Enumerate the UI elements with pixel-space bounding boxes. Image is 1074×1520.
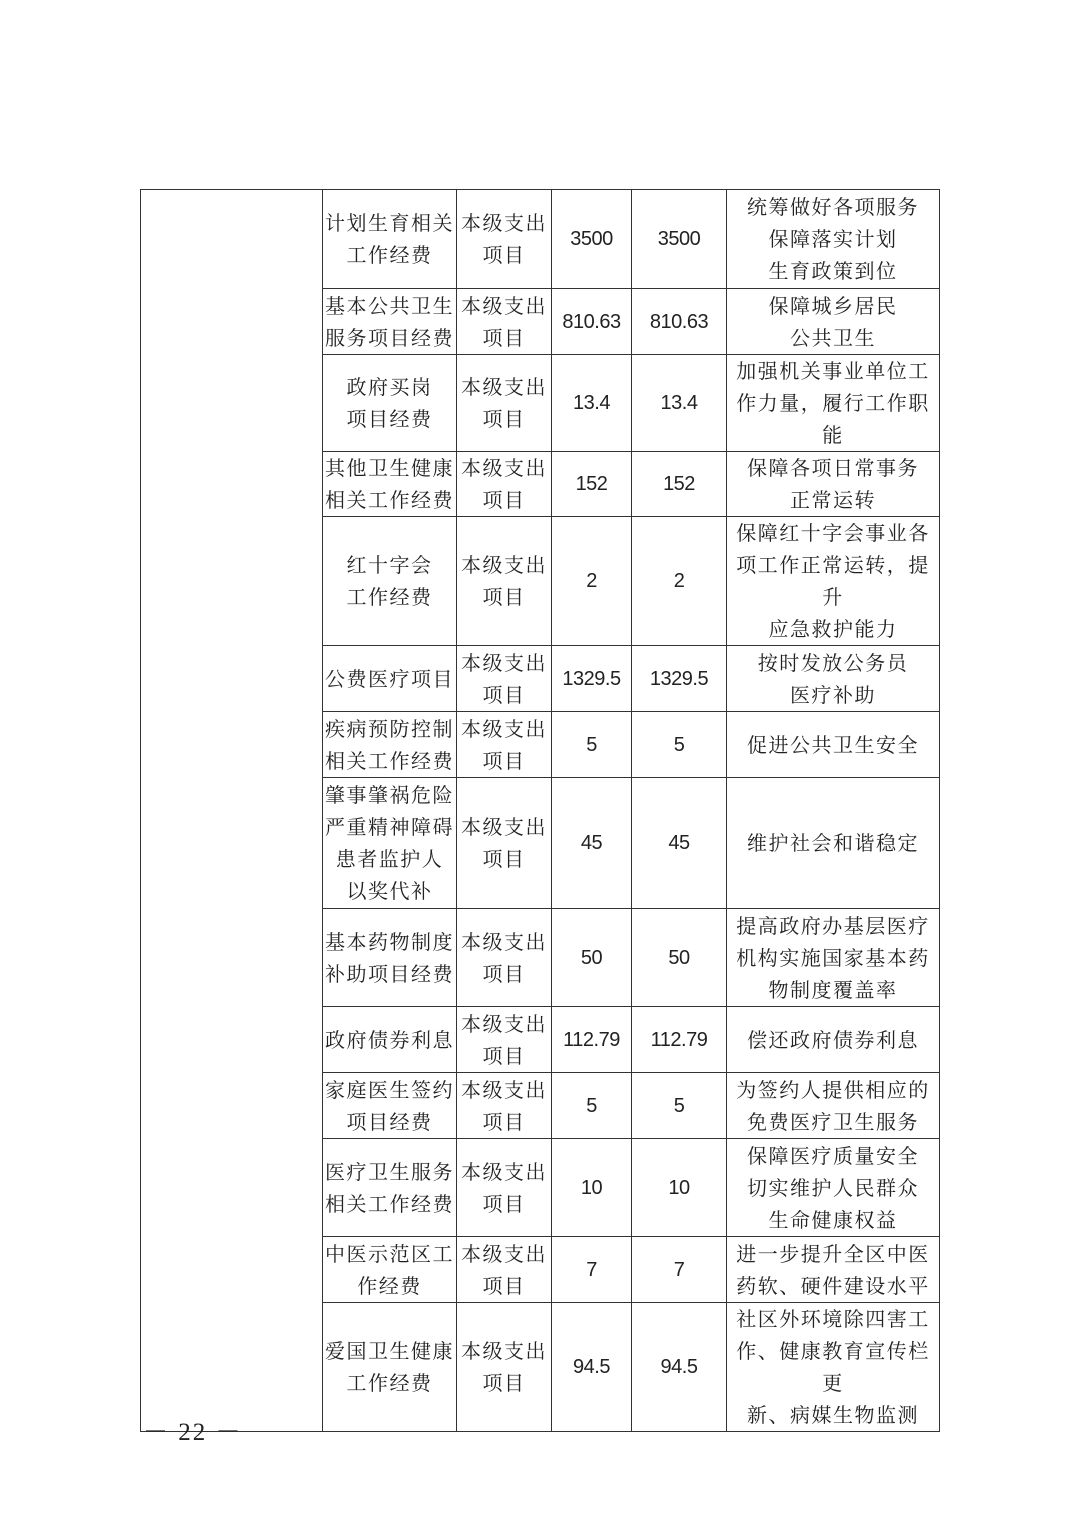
budget-amount-cell: 10: [552, 1139, 632, 1237]
budget-amount-cell: 1329.5: [552, 646, 632, 712]
project-goal-cell: 为签约人提供相应的 免费医疗卫生服务: [727, 1073, 940, 1139]
project-name-cell: 爱国卫生健康 工作经费: [323, 1303, 457, 1432]
project-type-cell: 本级支出 项目: [457, 190, 552, 289]
budget-amount-cell: 5: [552, 712, 632, 778]
project-goal-cell: 按时发放公务员 医疗补助: [727, 646, 940, 712]
project-goal-cell: 保障各项日常事务 正常运转: [727, 452, 940, 517]
project-name-cell: 基本公共卫生 服务项目经费: [323, 289, 457, 355]
project-goal-cell: 促进公共卫生安全: [727, 712, 940, 778]
project-goal-cell: 统筹做好各项服务 保障落实计划 生育政策到位: [727, 190, 940, 289]
project-goal-cell: 加强机关事业单位工 作力量，履行工作职能: [727, 355, 940, 452]
project-type-cell: 本级支出 项目: [457, 1303, 552, 1432]
project-type-cell: 本级支出 项目: [457, 289, 552, 355]
approved-amount-cell: 13.4: [632, 355, 727, 452]
budget-amount-cell: 94.5: [552, 1303, 632, 1432]
budget-amount-cell: 13.4: [552, 355, 632, 452]
project-name-cell: 肇事肇祸危险 严重精神障碍 患者监护人 以奖代补: [323, 778, 457, 909]
approved-amount-cell: 2: [632, 517, 727, 646]
approved-amount-cell: 112.79: [632, 1007, 727, 1073]
project-name-cell: 计划生育相关 工作经费: [323, 190, 457, 289]
project-type-cell: 本级支出 项目: [457, 517, 552, 646]
project-goal-cell: 进一步提升全区中医 药软、硬件建设水平: [727, 1237, 940, 1303]
approved-amount-cell: 5: [632, 1073, 727, 1139]
project-goal-cell: 偿还政府债券利息: [727, 1007, 940, 1073]
project-type-cell: 本级支出 项目: [457, 1073, 552, 1139]
budget-amount-cell: 7: [552, 1237, 632, 1303]
budget-amount-cell: 5: [552, 1073, 632, 1139]
project-budget-table: [140, 189, 940, 1432]
project-type-cell: 本级支出 项目: [457, 452, 552, 517]
budget-amount-cell: 810.63: [552, 289, 632, 355]
project-name-cell: 医疗卫生服务 相关工作经费: [323, 1139, 457, 1237]
budget-amount-cell: 112.79: [552, 1007, 632, 1073]
category-cell-blank: [141, 190, 323, 1432]
project-type-cell: 本级支出 项目: [457, 355, 552, 452]
approved-amount-cell: 50: [632, 909, 727, 1007]
project-type-cell: 本级支出 项目: [457, 778, 552, 909]
approved-amount-cell: 1329.5: [632, 646, 727, 712]
approved-amount-cell: 94.5: [632, 1303, 727, 1432]
approved-amount-cell: 5: [632, 712, 727, 778]
project-name-cell: 红十字会 工作经费: [323, 517, 457, 646]
project-name-cell: 政府买岗 项目经费: [323, 355, 457, 452]
project-goal-cell: 保障城乡居民 公共卫生: [727, 289, 940, 355]
project-name-cell: 基本药物制度 补助项目经费: [323, 909, 457, 1007]
project-type-cell: 本级支出 项目: [457, 909, 552, 1007]
project-type-cell: 本级支出 项目: [457, 712, 552, 778]
budget-amount-cell: 3500: [552, 190, 632, 289]
budget-amount-cell: 152: [552, 452, 632, 517]
approved-amount-cell: 3500: [632, 190, 727, 289]
project-type-cell: 本级支出 项目: [457, 646, 552, 712]
table-body: [141, 190, 940, 1432]
project-name-cell: 疾病预防控制 相关工作经费: [323, 712, 457, 778]
project-type-cell: 本级支出 项目: [457, 1237, 552, 1303]
project-goal-cell: 维护社会和谐稳定: [727, 778, 940, 909]
approved-amount-cell: 152: [632, 452, 727, 517]
budget-amount-cell: 45: [552, 778, 632, 909]
approved-amount-cell: 810.63: [632, 289, 727, 355]
budget-amount-cell: 2: [552, 517, 632, 646]
approved-amount-cell: 7: [632, 1237, 727, 1303]
project-name-cell: 家庭医生签约 项目经费: [323, 1073, 457, 1139]
approved-amount-cell: 45: [632, 778, 727, 909]
page-number: － 22 －: [143, 1419, 243, 1446]
project-goal-cell: 社区外环境除四害工 作、健康教育宣传栏更 新、病媒生物监测: [727, 1303, 940, 1432]
project-goal-cell: 保障医疗质量安全 切实维护人民群众 生命健康权益: [727, 1139, 940, 1237]
project-type-cell: 本级支出 项目: [457, 1007, 552, 1073]
project-name-cell: 公费医疗项目: [323, 646, 457, 712]
project-name-cell: 政府债券利息: [323, 1007, 457, 1073]
project-name-cell: 中医示范区工 作经费: [323, 1237, 457, 1303]
project-goal-cell: 保障红十字会事业各 项工作正常运转，提升 应急救护能力: [727, 517, 940, 646]
table-row: [141, 190, 940, 289]
approved-amount-cell: 10: [632, 1139, 727, 1237]
project-name-cell: 其他卫生健康 相关工作经费: [323, 452, 457, 517]
budget-amount-cell: 50: [552, 909, 632, 1007]
project-type-cell: 本级支出 项目: [457, 1139, 552, 1237]
project-goal-cell: 提高政府办基层医疗 机构实施国家基本药 物制度覆盖率: [727, 909, 940, 1007]
